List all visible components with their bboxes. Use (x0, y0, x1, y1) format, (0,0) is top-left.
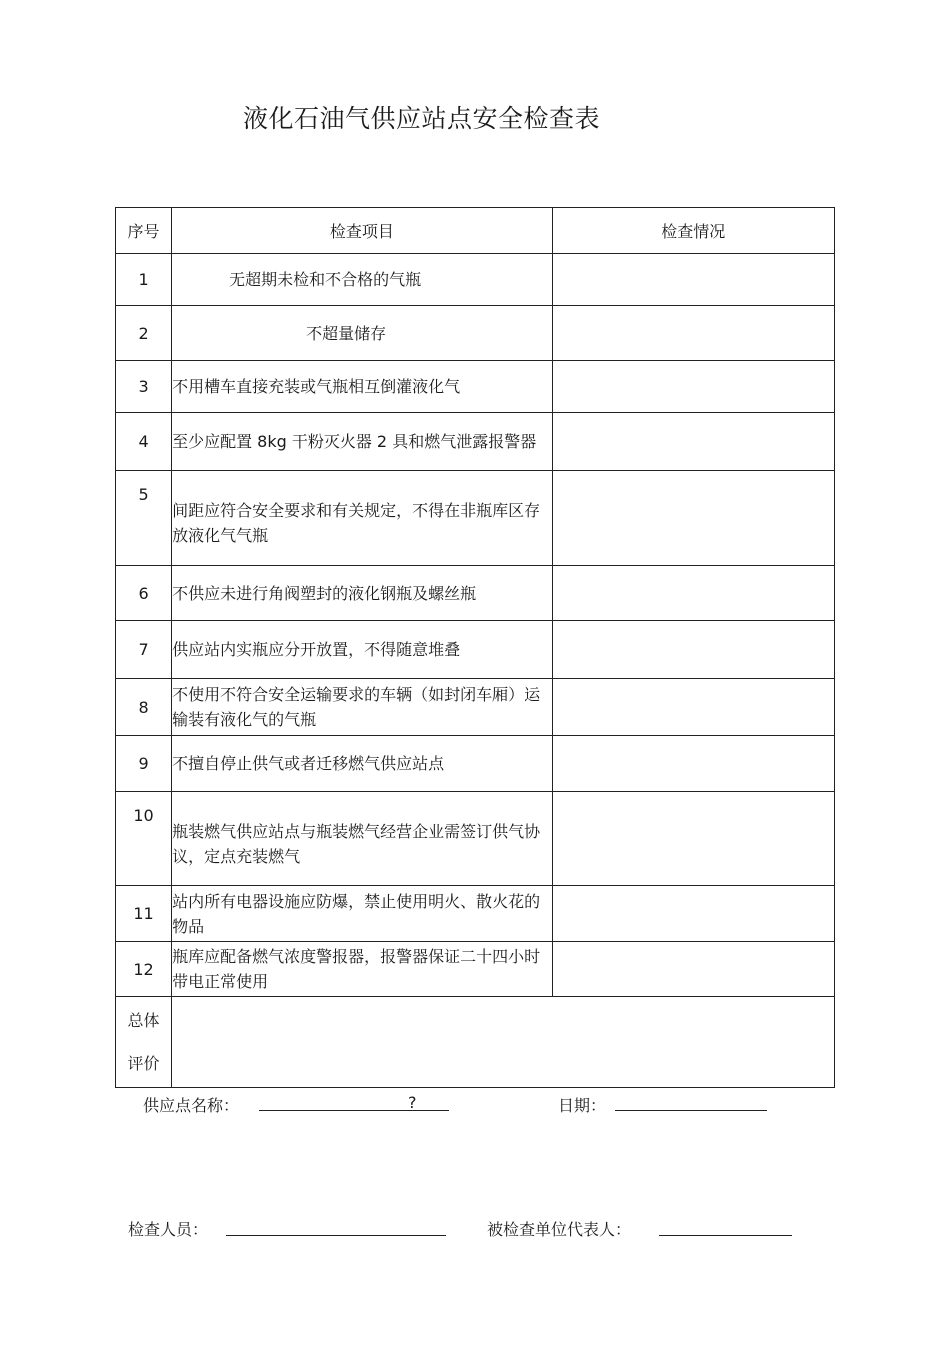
row-number: 6 (116, 566, 172, 621)
page-title: 液化石油气供应站点安全检查表 (243, 104, 601, 133)
row-number: 2 (116, 306, 172, 361)
row-item: 瓶库应配备燃气浓度警报器，报警器保证二十四小时带电正常使用 (172, 942, 553, 997)
row-number: 10 (116, 792, 172, 886)
evaluation-label (116, 997, 172, 1088)
inspector-label: 检查人员： (128, 1220, 209, 1239)
representative-field[interactable] (659, 1235, 792, 1236)
row-result-cell[interactable] (552, 792, 834, 886)
table-row (116, 736, 835, 792)
table-header-row (116, 208, 835, 254)
station-name-value: ? (408, 1093, 417, 1112)
row-item-text: 无超期未检和不合格的气瓶 (229, 270, 422, 289)
row-number: 5 (116, 471, 172, 566)
header-item: 检查项目 (172, 208, 553, 254)
table-row (116, 361, 835, 413)
date-label: 日期： (558, 1096, 607, 1115)
row-number: 12 (116, 942, 172, 997)
row-number: 1 (116, 254, 172, 306)
evaluation-row (116, 997, 835, 1088)
station-name-field[interactable] (259, 1110, 449, 1111)
inspector-field[interactable] (226, 1235, 446, 1236)
row-item: 不供应未进行角阀塑封的液化钢瓶及螺丝瓶 (172, 566, 553, 621)
row-result-cell[interactable] (552, 679, 834, 736)
row-item-text: 间距应符合安全要求和有关规定，不得在非瓶库区存放液化气气瓶 (172, 501, 541, 545)
row-result-cell[interactable] (552, 413, 834, 471)
table-row (116, 621, 835, 679)
representative-label: 被检查单位代表人： (487, 1220, 632, 1239)
row-item: 至少应配置 8kg 干粉灭火器 2 具和燃气泄露报警器 (172, 413, 553, 471)
row-item: 不使用不符合安全运输要求的车辆（如封闭车厢）运输装有液化气的气瓶 (172, 679, 553, 736)
row-result-cell[interactable] (552, 886, 834, 942)
row-item (172, 792, 553, 886)
evaluation-field[interactable] (172, 997, 835, 1088)
row-item: 不擅自停止供气或者迁移燃气供应站点 (172, 736, 553, 792)
row-number: 7 (116, 621, 172, 679)
table-row (116, 942, 835, 997)
table-row (116, 886, 835, 942)
row-result-cell[interactable] (552, 736, 834, 792)
row-result-cell[interactable] (552, 306, 834, 361)
row-result-cell[interactable] (552, 471, 834, 566)
row-item-text: 瓶装燃气供应站点与瓶装燃气经营企业需签订供气协议，定点充装燃气 (172, 821, 541, 866)
table-row (116, 679, 835, 736)
row-item (172, 254, 553, 306)
row-item: 供应站内实瓶应分开放置，不得随意堆叠 (172, 621, 553, 679)
row-number: 4 (116, 413, 172, 471)
evaluation-label-line2: 评价 (127, 1054, 160, 1073)
row-result-cell[interactable] (552, 361, 834, 413)
table-row (116, 566, 835, 621)
row-result-cell[interactable] (552, 566, 834, 621)
evaluation-label-line1: 总体 (127, 1011, 160, 1030)
table-row (116, 471, 835, 566)
inspection-table (115, 207, 835, 1088)
row-number: 11 (116, 886, 172, 942)
row-number: 8 (116, 679, 172, 736)
table-row (116, 254, 835, 306)
row-number: 3 (116, 361, 172, 413)
date-field[interactable] (615, 1110, 767, 1111)
station-name-label: 供应点名称： (143, 1096, 240, 1115)
row-result-cell[interactable] (552, 621, 834, 679)
table-row (116, 413, 835, 471)
table-row (116, 792, 835, 886)
row-item (172, 471, 553, 566)
header-no: 序号 (116, 208, 172, 254)
row-item: 站内所有电器设施应防爆，禁止使用明火、散火花的物品 (172, 886, 553, 942)
row-item (172, 306, 553, 361)
row-item-text: 不超量储存 (306, 323, 387, 343)
row-number: 9 (116, 736, 172, 792)
row-item: 不用槽车直接充装或气瓶相互倒灌液化气 (172, 361, 553, 413)
row-result-cell[interactable] (552, 254, 834, 306)
row-result-cell[interactable] (552, 942, 834, 997)
table-row (116, 306, 835, 361)
header-result: 检查情况 (552, 208, 834, 254)
